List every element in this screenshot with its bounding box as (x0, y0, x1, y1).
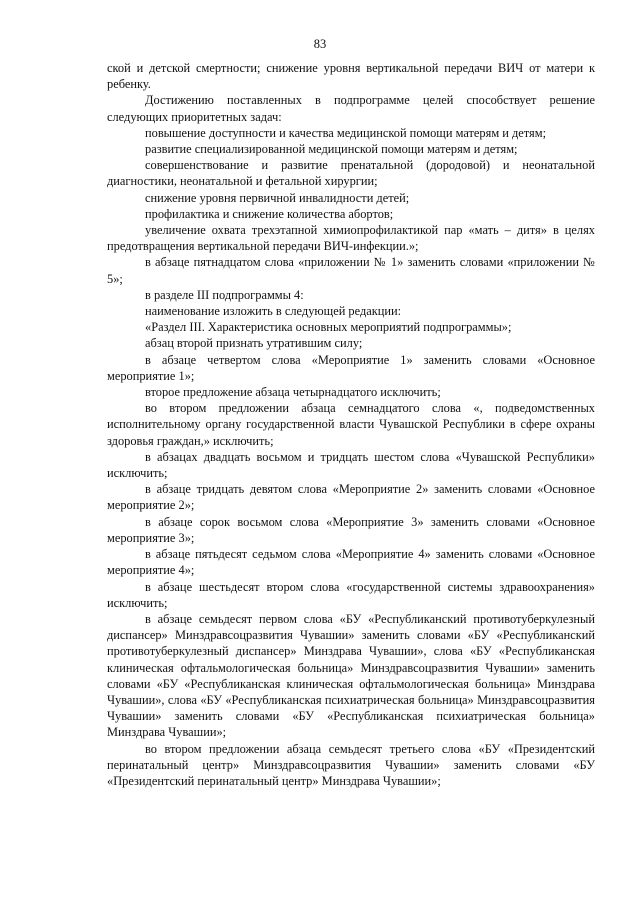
paragraph: в абзаце сорок восьмом слова «Мероприятие 3» заменить словами «Основное мероприятие 3»; (107, 514, 595, 545)
paragraph: в абзаце четвертом слова «Мероприятие 1» заменить словами «Основное мероприятие 1»; (107, 352, 595, 383)
paragraph: абзац второй признать утратившим силу; (145, 336, 363, 351)
paragraph: в абзаце шестьдесят втором слова «государственной системы здравоохранения» исключить; (107, 579, 595, 610)
paragraph: в абзацах двадцать восьмом и тридцать шестом слова «Чувашской Республики» исключить; (107, 449, 595, 481)
paragraph: развитие специализированной медицинской помощи матерям и детям; (145, 142, 518, 157)
paragraph: Достижению поставленных в подпрограмме целей способствует решение следующих приоритетных задач: (107, 93, 595, 124)
paragraph: в абзаце пятнадцатом слова «приложении № 1» заменить словами «приложении № 5»; (107, 255, 595, 286)
paragraph: в абзаце тридцать девятом слова «Мероприятие 2» заменить словами «Основное мероприятие 2»; (107, 482, 595, 513)
paragraph: «Раздел III. Характеристика основных мероприятий подпрограммы»; (145, 320, 512, 335)
paragraph: снижение уровня первичной инвалидности детей; (145, 190, 410, 205)
paragraph: совершенствование и развитие пренатальной (дородовой) и неонатальной диагностики, неонатальной и фетальной хирургии; (107, 158, 595, 189)
paragraph: в абзаце семьдесят первом слова «БУ «Республиканский противотуберкулезный диспансер» Минздравсоцразвития Чувашии» заменить словами «БУ «Республиканский противотуберкулезный диспансер» Минздрава Чувашии», слова «БУ «Республиканская клиническая офтальмологическая больница» Минздравсоцразвития Чувашии» заменить словами «БУ «Республиканская клиническая офтальмологическая больница» Минздрава Чувашии», слова «БУ «Республиканская психиатрическая больница» Минздравсоцразвития Чувашии» заменить словами «БУ «Республиканская психиатрическая больница» Минздрава Чувашии»; (107, 611, 595, 740)
paragraph: профилактика и снижение количества абортов; (145, 206, 394, 221)
paragraph: во втором предложении абзаца семьдесят третьего слова «БУ «Президентский перинатальный центр» Минздравсоцразвития Чувашии» заменить словами «БУ «Президентский перинатальный центр» Минздрава Чувашии»; (107, 741, 595, 788)
paragraph: повышение доступности и качества медицинской помощи матерям и детям; (145, 125, 547, 140)
paragraph: наименование изложить в следующей редакции: (145, 304, 402, 319)
paragraph: увеличение охвата трехэтапной химиопрофилактикой пар «мать – дитя» в целях предотвращения вертикальной передачи ВИЧ-инфекции.»; (107, 223, 595, 254)
paragraph: второе предложение абзаца четырнадцатого исключить; (145, 385, 441, 400)
page-number: 83 (313, 37, 327, 51)
paragraph: ской и детской смертности; снижение уровня вертикальной передачи ВИЧ от матери к ребенку. (107, 61, 595, 92)
document-body (107, 60, 595, 789)
paragraph: в абзаце пятьдесят седьмом слова «Мероприятие 4» заменить словами «Основное мероприятие 4»; (107, 547, 595, 578)
paragraph: во втором предложении абзаца семнадцатого слова «, подведомственных исполнительному органу государственной власти Чувашской Республики в сфере охраны здоровья граждан,» исключить; (107, 401, 595, 448)
paragraph: в разделе III подпрограммы 4: (145, 287, 304, 302)
